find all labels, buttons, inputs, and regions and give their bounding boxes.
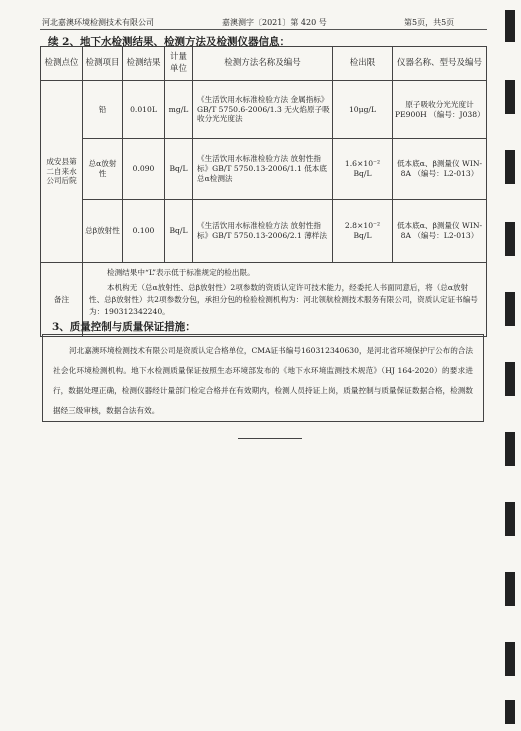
binding-mark [505, 292, 515, 326]
header-cell: 检测点位 [41, 47, 83, 81]
header-cell: 检测方法名称及编号 [193, 47, 333, 81]
header-cell: 仪器名称、型号及编号 [393, 47, 487, 81]
item-cell: 总β放射性 [83, 200, 123, 263]
binding-mark [505, 642, 515, 676]
binding-mark [505, 150, 515, 184]
limit-cell: 2.8×10⁻² Bq/L [333, 200, 393, 263]
item-cell: 铅 [83, 81, 123, 139]
result-cell: 0.100 [123, 200, 165, 263]
instrument-cell: 原子吸收分光光度计 PE900H （编号：J038） [393, 81, 487, 139]
method-cell: 《生活饮用水标准检验方法 放射性指标》GB/T 5750.13-2006/2.1 薄样法 [193, 200, 333, 263]
instrument-cell: 低本底α、β测量仪 WIN-8A （编号：L2-013） [393, 139, 487, 200]
limit-cell: 10μg/L [333, 81, 393, 139]
binding-mark [505, 362, 515, 396]
method-cell: 《生活饮用水标准检验方法 放射性指标》GB/T 5750.13-2006/1.1 低本底总α检测法 [193, 139, 333, 200]
unit-cell: Bq/L [165, 139, 193, 200]
unit-cell: Bq/L [165, 200, 193, 263]
table-row [41, 200, 487, 263]
section-title-quality-control: 3、质量控制与质量保证措施： [52, 321, 196, 333]
binding-mark [505, 700, 515, 724]
item-cell: 总α放射性 [83, 139, 123, 200]
binding-mark [505, 222, 515, 256]
result-cell: 0.010L [123, 81, 165, 139]
header-cell: 计量单位 [165, 47, 193, 81]
binding-mark [505, 10, 515, 42]
end-line [238, 438, 302, 439]
table-header-row [41, 47, 487, 81]
binding-mark [505, 502, 515, 536]
binding-mark [505, 572, 515, 606]
binding-mark [505, 80, 515, 114]
header-divider [40, 29, 487, 30]
limit-cell: 1.6×10⁻² Bq/L [333, 139, 393, 200]
section-title-groundwater: 续 2、地下水检测结果、检测方法及检测仪器信息： [48, 36, 290, 48]
header-company: 河北嘉澳环境检测技术有限公司 [42, 18, 154, 27]
results-table [40, 46, 487, 337]
result-cell: 0.090 [123, 139, 165, 200]
instrument-cell: 低本底α、β测量仪 WIN-8A （编号：L2-013） [393, 200, 487, 263]
header-cell: 检出限 [333, 47, 393, 81]
unit-cell: mg/L [165, 81, 193, 139]
header-page-number: 第5页，共5页 [404, 18, 455, 27]
header-cell: 检测结果 [123, 47, 165, 81]
remarks-label: 备注 [41, 263, 83, 337]
header-report-number: 嘉澳测字〔2021〕第 420 号 [222, 18, 327, 27]
method-cell: 《生活饮用水标准检验方法 金属指标》GB/T 5750.6-2006/1.3 无火焰原子吸收分光光度法 [193, 81, 333, 139]
header-cell: 检测项目 [83, 47, 123, 81]
table-row [41, 139, 487, 200]
binding-mark [505, 432, 515, 466]
remark-line: 检测结果中“L”表示低于标准规定的检出限。 [107, 268, 255, 277]
location-cell: 成安县第二自来水公司后院 [41, 81, 83, 263]
quality-control-text: 河北嘉澳环境检测技术有限公司是资质认定合格单位，CMA证书编号160312340630，是河北省环境保护厅公布的合法社会化环境检测机构。地下水检测质量保证按照生态环境部发布的《地下水环境监测技术规范》（HJ 164-2020）的要求进行，数据处理正确，检测仪器经计量部门检定合格并在有效期内，检测人员持证上岗，质量控制与质量保证数据合格，检测数据经三级审核，数据合法有效。 [42, 334, 484, 422]
table-row [41, 81, 487, 139]
remark-line: 本机构无（总α放射性、总β放射性）2项参数的资质认定许可技术能力，经委托人书面同意后，将（总α放射性、总β放射性）共2项参数分包，承担分包的检验检测机构为：河北领航检测技术服务有限公司，资质认定证书编号为：190312342240。 [89, 283, 478, 317]
